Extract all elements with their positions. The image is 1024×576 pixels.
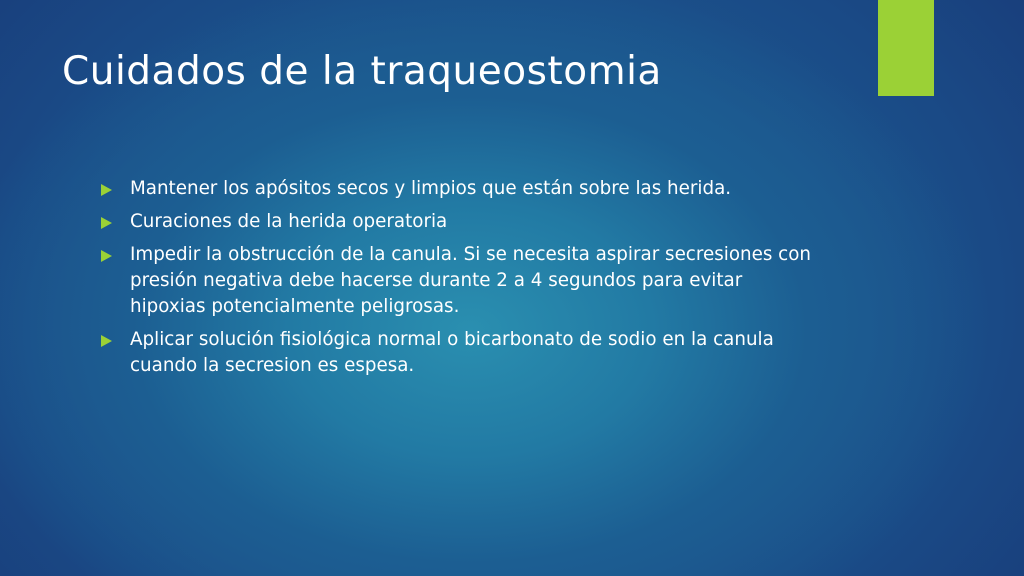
- bullet-list: [101, 176, 821, 386]
- bullet-text: Mantener los apósitos secos y limpios que están sobre las herida.: [130, 178, 732, 199]
- bullet-text: Curaciones de la herida operatoria: [130, 211, 448, 232]
- slide-title: Cuidados de la traqueostomia: [62, 49, 662, 94]
- triangle-right-icon: [101, 250, 112, 262]
- triangle-right-icon: [101, 335, 112, 347]
- bullet-item: [101, 209, 821, 235]
- triangle-right-icon: [101, 217, 112, 229]
- accent-bar: [878, 0, 934, 96]
- bullet-text: Aplicar solución fisiológica normal o bicarbonato de sodio en la canula cuando la secresion es espesa.: [130, 329, 774, 376]
- triangle-right-icon: [101, 184, 112, 196]
- bullet-item: [101, 176, 821, 202]
- bullet-text: Impedir la obstrucción de la canula. Si se necesita aspirar secresiones con presión negativa debe hacerse durante 2 a 4 segundos para evitar hipoxias potencialmente peligrosas.: [130, 244, 812, 317]
- bullet-item: [101, 327, 821, 379]
- bullet-item: [101, 242, 821, 320]
